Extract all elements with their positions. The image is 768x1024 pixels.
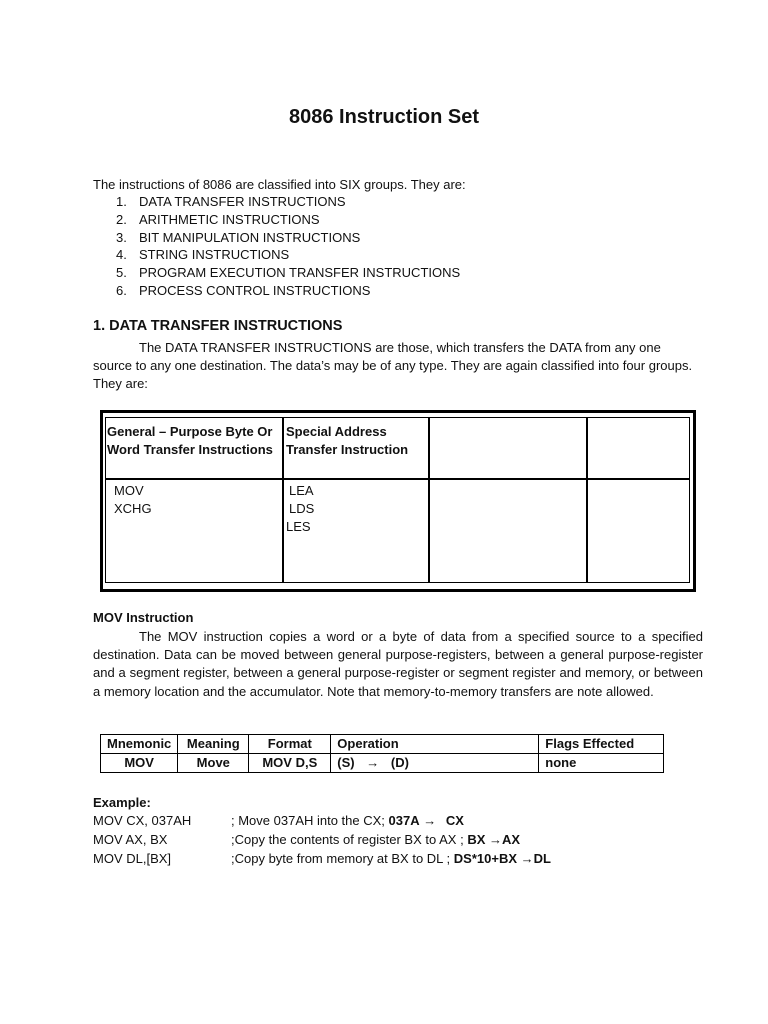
col1-header: General – Purpose Byte Or Word Transfer Instructions	[107, 424, 273, 457]
col-header: Mnemonic	[101, 735, 178, 754]
table-cell: XCHG	[114, 501, 152, 516]
table-cell: MOV	[101, 754, 178, 773]
table-cell: MOV	[114, 483, 144, 498]
arrow-icon: →	[520, 851, 534, 866]
list-item: 6. PROCESS CONTROL INSTRUCTIONS	[116, 282, 371, 298]
table-cell: LES	[286, 519, 311, 534]
list-item: 1. DATA TRANSFER INSTRUCTIONS	[116, 194, 346, 209]
mov-paragraph: The MOV instruction copies a word or a byte of data from a specified source to a specified destination. Data can be moved between general purpose-registers, between a general purpose-register and a segment register, between a general purpose-register or segment register and memory, or between a memory location and the accumulator. Note that memory-to-memory transfers are note allowed.	[93, 629, 703, 699]
table-header-row	[101, 735, 664, 754]
example-line: MOV AX, BX ;Copy the contents of register BX to AX ; BX →AX	[93, 832, 521, 847]
col-header: Operation	[331, 735, 539, 754]
section-heading: 1. DATA TRANSFER INSTRUCTIONS	[93, 318, 343, 334]
col-header: Flags Effected	[539, 735, 664, 754]
table-cell: LEA	[289, 483, 314, 498]
table-row	[101, 754, 664, 773]
table-cell: Move	[178, 754, 249, 773]
example-label: Example:	[93, 795, 151, 810]
arrow-icon: →	[489, 832, 502, 847]
table-cell: (S) → (D)	[331, 754, 539, 773]
list-item: 5. PROGRAM EXECUTION TRANSFER INSTRUCTIONS	[116, 265, 461, 281]
page-title: 8086 Instruction Set	[288, 106, 480, 128]
arrow-icon: →	[423, 813, 437, 828]
example-line: MOV DL,[BX] ;Copy byte from memory at BX to DL ; DS*10+BX →DL	[93, 851, 551, 866]
table-cell: none	[539, 754, 664, 773]
example-line: MOV CX, 037AH ; Move 037AH into the CX; 037A → CX	[93, 813, 464, 828]
intro-text: The instructions of 8086 are classified into SIX groups. They are:	[93, 177, 466, 192]
col2-header: Special Address Transfer Instruction	[286, 424, 409, 457]
list-item: 3. BIT MANIPULATION INSTRUCTIONS	[116, 229, 361, 245]
table-divider	[586, 418, 588, 582]
col-header: Meaning	[178, 735, 249, 754]
section-paragraph: The DATA TRANSFER INSTRUCTIONS are those, which transfers the DATA from any one source to any one destination. The data’s may be of any type. They are again classified into four groups. They are:	[93, 340, 693, 392]
table-cell: LDS	[289, 501, 315, 516]
table-divider	[106, 478, 689, 480]
list-item: 2. ARITHMETIC INSTRUCTIONS	[116, 211, 320, 227]
arrow-icon: →	[366, 755, 380, 770]
mov-heading: MOV Instruction	[93, 610, 194, 625]
list-item: 4. STRING INSTRUCTIONS	[116, 247, 290, 263]
table-divider	[428, 418, 430, 582]
col-header: Format	[249, 735, 331, 754]
instruction-groups-list	[93, 193, 460, 300]
table-cell: MOV D,S	[249, 754, 331, 773]
instruction-table	[100, 734, 664, 773]
table-divider	[282, 418, 284, 582]
